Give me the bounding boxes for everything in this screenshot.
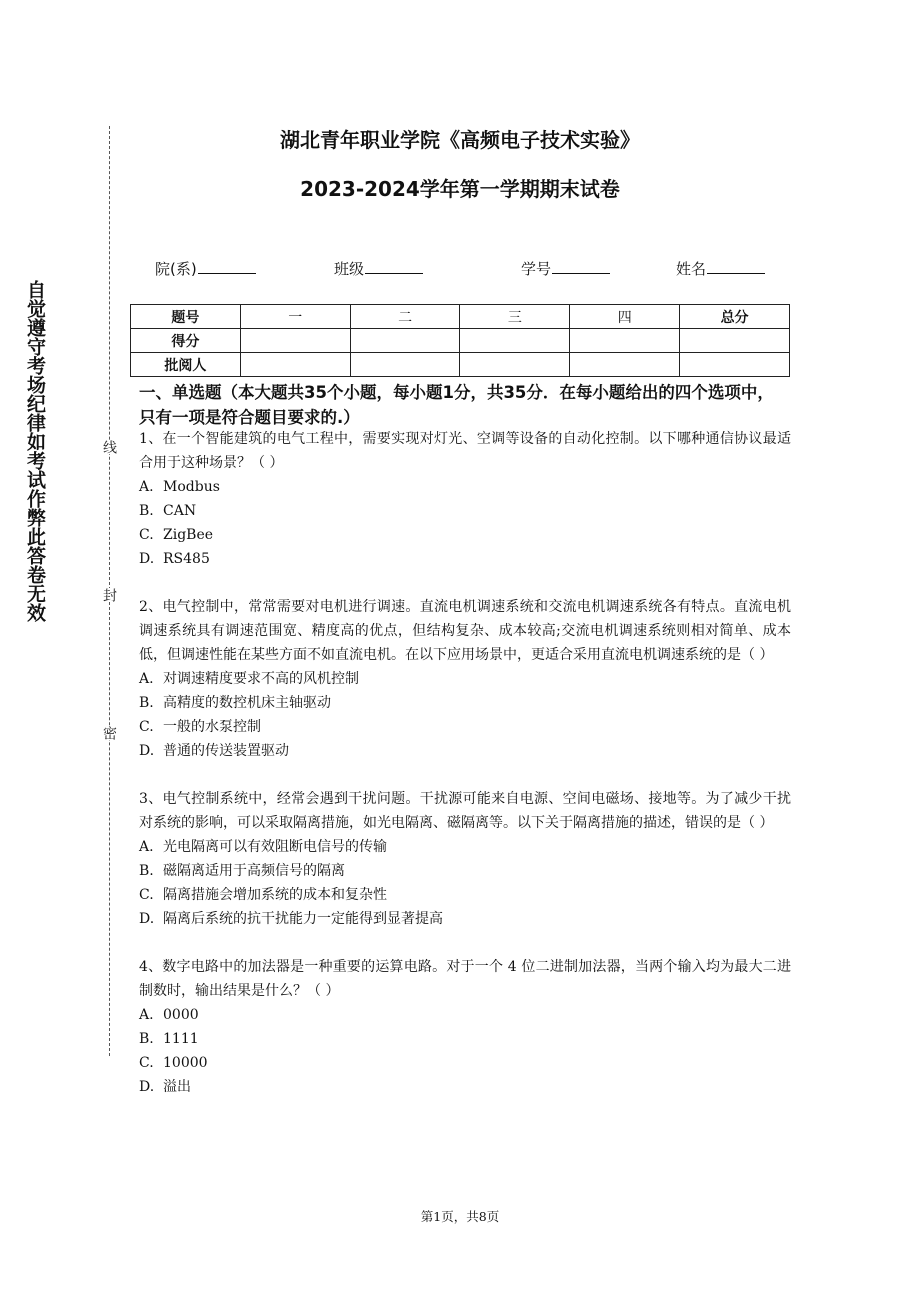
option-letter: D. [139,1079,155,1095]
option-letter: A. [139,671,154,687]
header-question-number: 题号 [131,305,241,329]
score-table [130,304,790,377]
question-1 [139,427,791,571]
option-b[interactable] [139,1027,791,1051]
score-cell[interactable] [460,329,570,353]
option-a[interactable] [139,1003,791,1027]
name-label: 姓名 [676,260,707,278]
option-text: ZigBee [163,527,214,543]
option-d[interactable] [139,907,791,931]
option-text: 1111 [163,1031,199,1047]
section-heading: 一、单选题（本大题共35个小题，每小题1分，共35分．在每小题给出的四个选项中，只有一项是符合题目要求的.） [139,383,774,427]
option-letter: B. [139,863,154,879]
score-cell[interactable] [570,329,680,353]
option-text: 隔离后系统的抗干扰能力一定能得到显著提高 [163,911,443,927]
option-text: 隔离措施会增加系统的成本和复杂性 [163,887,387,903]
option-letter: D. [139,911,155,927]
option-letter: C. [139,1055,154,1071]
score-cell[interactable] [240,329,350,353]
option-text: 对调速精度要求不高的风机控制 [163,671,359,687]
option-c[interactable] [139,523,791,547]
student-id-field[interactable] [521,258,610,279]
option-letter: D. [139,743,155,759]
grader-cell[interactable] [350,353,460,377]
option-text: CAN [163,503,197,519]
option-text: 普通的传送装置驱动 [163,743,289,759]
student-id-blank[interactable] [552,259,610,274]
score-row-label: 得分 [131,329,241,353]
option-d[interactable] [139,547,791,571]
option-letter: A. [139,479,154,495]
option-letter: B. [139,503,154,519]
option-text: 光电隔离可以有效阻断电信号的传输 [163,839,387,855]
department-blank[interactable] [198,259,256,274]
option-b[interactable] [139,691,791,715]
question-stem: 2、电气控制中，常常需要对电机进行调速。直流电机调速系统和交流电机调速系统各有特点。直流电机调速系统具有调速范围宽、精度高的优点，但结构复杂、成本较高;交流电机调速系统则相对简单、成本低，但调速性能在某些方面不如直流电机。在以下应用场景中，更适合采用直流电机调速系统的是（ ） [139,599,791,663]
page-number: 第1页，共8页 [420,1209,500,1224]
score-table-header-row [131,305,790,329]
exam-title: 湖北青年职业学院《高频电子技术实验》 [280,128,640,152]
header-total: 总分 [680,305,790,329]
class-blank[interactable] [365,259,423,274]
option-text: 高精度的数控机床主轴驱动 [163,695,331,711]
question-2 [139,595,791,763]
name-blank[interactable] [707,259,765,274]
option-text: 一般的水泵控制 [163,719,261,735]
option-c[interactable] [139,883,791,907]
option-a[interactable] [139,667,791,691]
option-b[interactable] [139,859,791,883]
header-part-4: 四 [570,305,680,329]
option-letter: B. [139,1031,154,1047]
department-field[interactable] [155,258,256,279]
option-letter: A. [139,1007,154,1023]
option-letter: C. [139,527,154,543]
option-text: 磁隔离适用于高频信号的隔离 [163,863,345,879]
header-part-3: 三 [460,305,570,329]
option-d[interactable] [139,739,791,763]
class-label: 班级 [334,260,365,278]
score-cell[interactable] [350,329,460,353]
header-part-2: 二 [350,305,460,329]
student-id-label: 学号 [521,260,552,278]
grader-cell[interactable] [680,353,790,377]
name-field[interactable] [676,258,765,279]
question-4 [139,955,791,1099]
department-label: 院(系) [155,260,197,278]
option-text: 溢出 [163,1079,191,1095]
option-letter: C. [139,887,154,903]
option-b[interactable] [139,499,791,523]
option-d[interactable] [139,1075,791,1099]
option-text: 10000 [163,1055,208,1071]
binding-mark-secret: 密 [101,726,117,740]
student-info-row [0,258,920,282]
option-c[interactable] [139,1051,791,1075]
grader-row-label: 批阅人 [131,353,241,377]
header-part-1: 一 [240,305,350,329]
exam-discipline-notice: 自觉遵守考场纪律如考试作弊此答卷无效 [24,280,46,622]
question-stem: 1、在一个智能建筑的电气工程中，需要实现对灯光、空调等设备的自动化控制。以下哪种通信协议最适合用于这种场景？（ ） [139,431,791,471]
grader-cell[interactable] [570,353,680,377]
score-cell[interactable] [680,329,790,353]
grader-cell[interactable] [240,353,350,377]
option-c[interactable] [139,715,791,739]
option-text: 0000 [163,1007,199,1023]
option-letter: D. [139,551,155,567]
grader-row [131,353,790,377]
grader-cell[interactable] [460,353,570,377]
class-field[interactable] [334,258,423,279]
question-stem: 4、数字电路中的加法器是一种重要的运算电路。对于一个 4 位二进制加法器，当两个输入均为最大二进制数时，输出结果是什么？（ ） [139,959,791,999]
exam-subtitle: 2023-2024学年第一学期期末试卷 [300,177,620,201]
option-text: Modbus [163,479,220,495]
question-stem: 3、电气控制系统中，经常会遇到干扰问题。干扰源可能来自电源、空间电磁场、接地等。为了减少干扰对系统的影响，可以采取隔离措施，如光电隔离、磁隔离等。以下关于隔离措施的描述，错误的是（ ） [139,791,791,831]
question-list [139,427,791,1099]
option-letter: C. [139,719,154,735]
score-row [131,329,790,353]
binding-mark-line: 线 [101,440,117,454]
question-3 [139,787,791,931]
option-text: RS485 [163,551,210,567]
option-letter: A. [139,839,154,855]
option-letter: B. [139,695,154,711]
binding-mark-seal: 封 [101,588,117,602]
option-a[interactable] [139,835,791,859]
option-a[interactable] [139,475,791,499]
